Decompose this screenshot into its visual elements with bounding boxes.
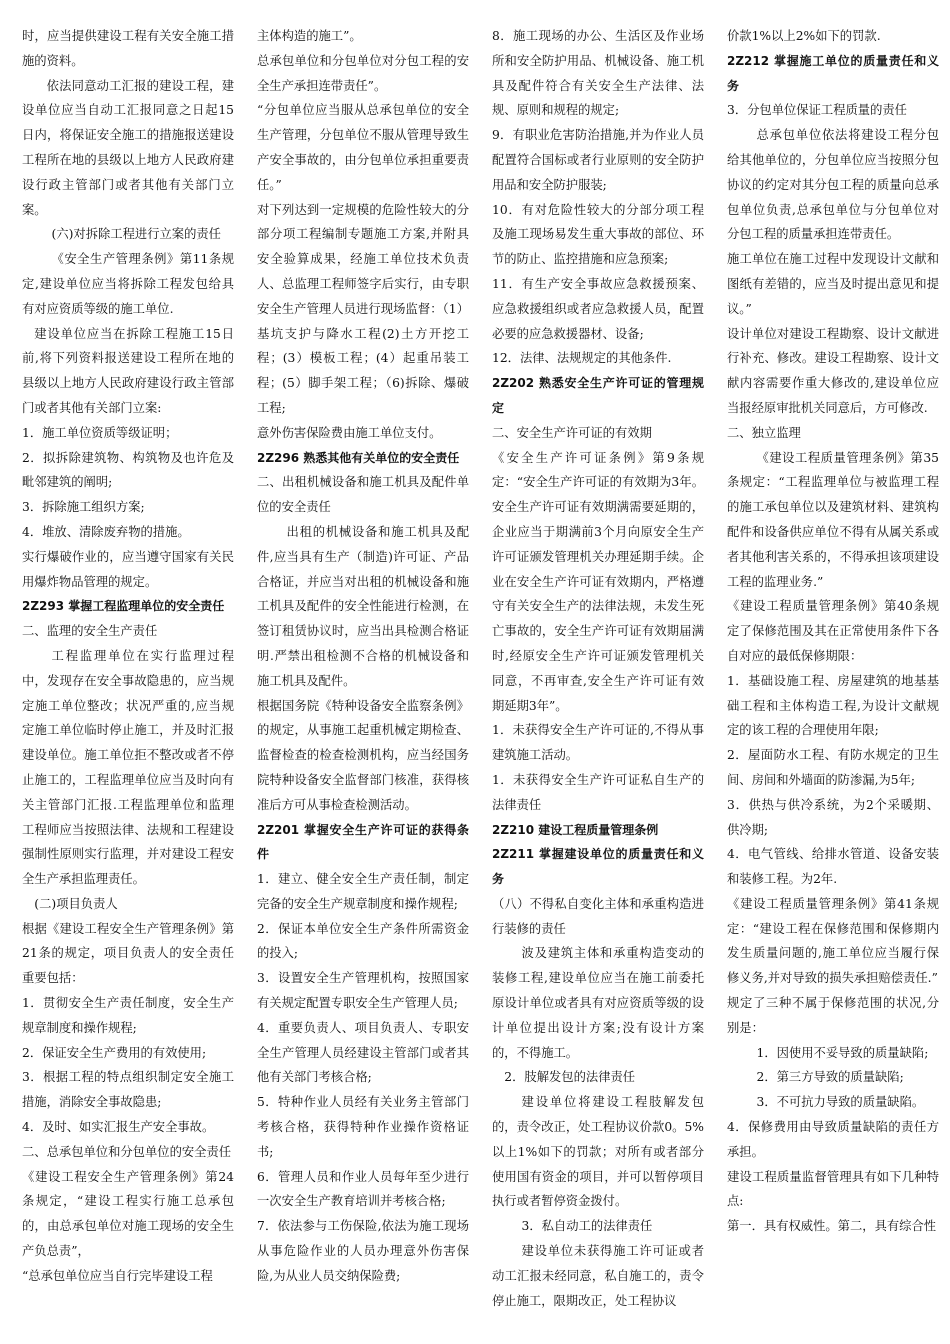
paragraph: 价款1%以上2%如下的罚款.: [727, 29, 881, 43]
paragraph: 1．施工单位资质等级证明；: [22, 425, 178, 440]
paragraph: 工程监理单位在实行监理过程中，发现存在安全事故隐患的，应当规定施工单位整改；状况严重的,应当规定施工单位临时停止施工，并及时汇报建设单位。施工单位拒不整改或者不停止施工的，工程监理单位应当及时向有关主管部门汇报.工程监理单位和监理工程师应当按照法律、法规和工程建设强制性原则实行监理，并对建设工程安全生产承担监理责任。: [22, 648, 234, 887]
paragraph: 4．堆放、清除废弃物的措施。: [22, 524, 190, 539]
paragraph: 4．保修费用由导致质量缺陷的责任方承担。: [727, 1120, 939, 1159]
paragraph: 10．有对危险性较大的分部分项工程及施工现场易发生重大事故的部位、环节的防止、监控措施和应急预案;: [492, 202, 704, 267]
paragraph: 1．未获得安全生产许可证私自生产的法律责任: [492, 772, 704, 812]
paragraph: 4．电气管线、给排水管道、设备安装和装修工程。为2年.: [727, 847, 939, 887]
paragraph: 3．根据工程的特点组织制定安全施工措施，消除安全事故隐患;: [22, 1070, 234, 1110]
section-heading: 2Z296 熟悉其他有关单位的安全责任: [257, 450, 460, 465]
paragraph: 设计单位对建设工程勘察、设计文献进行补充、修改。建设工程勘察、设计文献内容需要作重大修改的,建设单位应当报经原审批机关同意后，方可修改.: [727, 326, 939, 415]
paragraph: 2．保证本单位安全生产条件所需资金的投入;: [257, 921, 469, 961]
paragraph: 《建设工程质量管理条例》第41条规定：“建设工程在保修范围和保修期内发生质量问题的,施工单位应当履行保修义务,并对导致的损失承担赔偿责任.”: [727, 896, 939, 986]
paragraph: 6．管理人员和作业人员每年至少进行一次安全生产教育培训并考核合格;: [257, 1169, 469, 1209]
paragraph: 1．建立、健全安全生产责任制，制定完备的安全生产规章制度和操作规程;: [257, 872, 469, 911]
text-column-4: [727, 24, 939, 1239]
section-heading: 2Z202 熟悉安全生产许可证的管理规定: [492, 376, 704, 415]
text-column-1: [22, 24, 234, 1289]
paragraph: 2．第三方导致的质量缺陷;: [756, 1070, 904, 1085]
paragraph: “分包单位应当服从总承包单位的安全生产管理，分包单位不服从管理导致生产安全事故的，由分包单位承担重要责任。”: [257, 103, 469, 192]
paragraph: 二、监理的安全生产责任: [22, 624, 158, 639]
paragraph: 《建设工程安全生产管理条例》第24条规定，“建设工程实行施工总承包的，由总承包单位对施工现场的安全生产负总责”，: [22, 1169, 234, 1259]
paragraph: 5．特种作业人员经有关业务主管部门考核合格，获得特种作业操作资格证书;: [257, 1095, 469, 1159]
paragraph: 总承包单位依法将建设工程分包给其他单位的，分包单位应当按照分包协议的约定对其分包工程的质量向总承包单位负责,总承包单位与分包单位对分包工程的质量承担连带责任。: [727, 128, 939, 242]
section-heading: 2Z293 掌握工程监理单位的安全责任: [22, 599, 225, 614]
paragraph: 《安全生产许可证条例》第9条规定：“安全生产许可证的有效期为3年。安全生产许可证有效期满需要延期的，企业应当于期满前3个月向原安全生产许可证颁发管理机关办理延期手续。企业在安全生产许可证有效期内，严格遵守有关安全生产的法律法规，未发生死亡事故的，安全生产许可证有效期届满时,经原安全生产许可证颁发管理机关同意，不再审查,安全生产许可证有效期延期3年”。: [492, 450, 704, 713]
paragraph: 1．未获得安全生产许可证的,不得从事建筑施工活动。: [492, 723, 704, 763]
paragraph: 总承包单位和分包单位对分包工程的安全生产承担连带责任”。: [257, 53, 469, 93]
paragraph: 3．拆除施工组织方案;: [22, 500, 145, 515]
paragraph: 3．不可抗力导致的质量缺陷。: [756, 1095, 925, 1110]
paragraph: 3．分包单位保证工程质量的责任: [727, 103, 907, 118]
paragraph: 出租的机械设备和施工机具及配件,应当具有生产（制造)许可证、产品合格证，并应当对出租的机械设备和施工机具及配件的安全性能进行检测，在签订租赁协议时，应当出具检测合格证明.严禁出租检测不合格的机械设备和施工机具及配件。: [257, 524, 469, 688]
paragraph: 二、安全生产许可证的有效期: [492, 425, 652, 440]
paragraph: 3．供热与供冷系统，为2个采暖期、供冷期;: [727, 797, 939, 837]
paragraph: 1．基础设施工程、房屋建筑的地基基础工程和主体构造工程,为设计文献规定的该工程的合理使用年限;: [727, 673, 939, 738]
paragraph: 建设单位将建设工程肢解发包的，责令改正，处工程协议价款0。5%以上1%如下的罚款；对所有或者部分使用国有资金的项目，并可以暂停项目执行或者暂停资金拨付。: [492, 1095, 704, 1209]
paragraph: 实行爆破作业的，应当遵守国家有关民用爆炸物品管理的规定。: [22, 549, 234, 589]
paragraph: 8．施工现场的办公、生活区及作业场所和安全防护用品、机械设备、施工机具及配件符合有关安全生产法律、法规、原则和规程的规定;: [492, 29, 704, 118]
paragraph: 二、总承包单位和分包单位的安全责任: [22, 1144, 232, 1159]
paragraph: 建设工程质量监督管理具有如下几种特点:: [727, 1169, 939, 1209]
paragraph: 根据《建设工程安全生产管理条例》第21条的规定，项目负责人的安全责任重要包括：: [22, 921, 234, 986]
paragraph: （八）不得私自变化主体和承重构造进行装修的责任: [492, 896, 704, 936]
paragraph: 《建设工程质量管理条例》第35条规定：“工程监理单位与被监理工程的施工承包单位以及建筑材料、建筑构配件和设备供应单位不得有从属关系或者其他利害关系的，不得承担该项建设工程的监理业务.”: [727, 450, 939, 589]
paragraph: 第一．具有权威性。第二，具有综合性: [727, 1219, 937, 1234]
paragraph: 二、独立监理: [727, 425, 801, 440]
paragraph: 规定了三种不属于保修范围的状况,分别是：: [727, 996, 939, 1035]
paragraph: 1．因使用不妥导致的质量缺陷;: [756, 1045, 929, 1060]
paragraph: 2．屋面防水工程、有防水规定的卫生间、房间和外墙面的防渗漏,为5年;: [727, 748, 939, 787]
text-column-2: [257, 24, 469, 1289]
paragraph: 9．有职业危害防治措施,并为作业人员配置符合国标或者行业原则的安全防护用品和安全防护服装;: [492, 128, 704, 192]
paragraph: 3．设置安全生产管理机构，按照国家有关规定配置专职安全生产管理人员;: [257, 971, 469, 1011]
paragraph: 建设单位未获得施工许可证或者动工汇报未经同意，私自施工的，责令停止施工，限期改正，处工程协议: [492, 1244, 704, 1308]
paragraph: 对下列达到一定规模的危险性较大的分部分项工程编制专题施工方案,并附具安全验算成果，经施工单位技术负责人、总监理工程师签字后实行，由专职安全生产管理人员进行现场监督：（1）基坑支护与降水工程(2)土方开挖工程；(3）模板工程；(4）起重吊装工程；(5）脚手架工程；（6)拆除、爆破工程;: [257, 202, 469, 415]
paragraph: 二、出租机械设备和施工机具及配件单位的安全责任: [257, 475, 469, 515]
paragraph: 12．法律、法规规定的其他条件.: [492, 351, 672, 366]
paragraph: (二)项目负责人: [34, 896, 118, 911]
paragraph: 主体构造的施工”。: [257, 29, 362, 43]
section-heading: 2Z201 掌握安全生产许可证的获得条件: [257, 822, 469, 862]
paragraph: “总承包单位应当自行完毕建设工程: [22, 1268, 213, 1283]
paragraph: 建设单位应当在拆除工程施工15日前,将下列资料报送建设工程所在地的县级以上地方人民政府建设行政主管部门或者其他有关部门立案:: [22, 326, 234, 415]
paragraph: 11．有生产安全事故应急救援预案、应急救援组织或者应急救援人员，配置必要的应急救援器材、设备;: [492, 276, 704, 341]
paragraph: 2．肢解发包的法律责任: [504, 1070, 636, 1085]
paragraph: 波及建筑主体和承重构造变动的装修工程,建设单位应当在施工前委托原设计单位或者具有对应资质等级的设计单位提出设计方案;没有设计方案的，不得施工。: [492, 946, 704, 1060]
paragraph: 依法同意动工汇报的建设工程，建设单位应当自动工汇报同意之日起15日内，将保证安全施工的措施报送建设工程所在地的县级以上地方人民政府建设行政主管部门或者其他有关部门立案。: [22, 78, 234, 217]
paragraph: 施工单位在施工过程中发现设计文献和图纸有差错的，应当及时提出意见和提议。”: [727, 252, 939, 316]
paragraph: 7．依法参与工伤保险,依法为施工现场从事危险作业的人员办理意外伤害保险,为从业人员交纳保险费;: [257, 1219, 469, 1283]
section-heading: 2Z212 掌握施工单位的质量责任和义务: [727, 53, 939, 93]
paragraph: 2．保证安全生产费用的有效使用;: [22, 1045, 207, 1060]
paragraph: 1．贯彻安全生产责任制度，安全生产规章制度和操作规程;: [22, 996, 234, 1035]
paragraph: 4．及时、如实汇报生产安全事故。: [22, 1120, 215, 1135]
paragraph: 2．拟拆除建筑物、构筑物及也许危及毗邻建筑的阐明;: [22, 450, 234, 490]
paragraph: 3．私自动工的法律责任: [521, 1219, 653, 1234]
paragraph: 《安全生产管理条例》第11条规定,建设单位应当将拆除工程发包给具有对应资质等级的施工单位.: [22, 252, 234, 316]
section-heading: 2Z211 掌握建设单位的质量责任和义务: [492, 847, 704, 887]
paragraph: 《建设工程质量管理条例》第40条规定了保修范围及其在正常使用条件下各自对应的最低保修期限：: [727, 599, 939, 663]
paragraph: 根据国务院《特种设备安全监察条例》的规定，从事施工起重机械定期检查、监督检查的检查检测机构，应当经国务院特种设备安全监督部门核准，获得核准后方可从事检查检测活动。: [257, 698, 469, 812]
section-heading: 2Z210 建设工程质量管理条例: [492, 822, 659, 837]
paragraph: 时，应当提供建设工程有关安全施工措施的资料。: [22, 29, 234, 68]
text-column-3: [492, 24, 704, 1313]
paragraph: (六)对拆除工程进行立案的责任: [51, 227, 221, 242]
paragraph: 4．重要负责人、项目负责人、专职安全生产管理人员经建设主管部门或者其他有关部门考核合格;: [257, 1020, 469, 1085]
paragraph: 意外伤害保险费由施工单位支付。: [257, 425, 442, 440]
